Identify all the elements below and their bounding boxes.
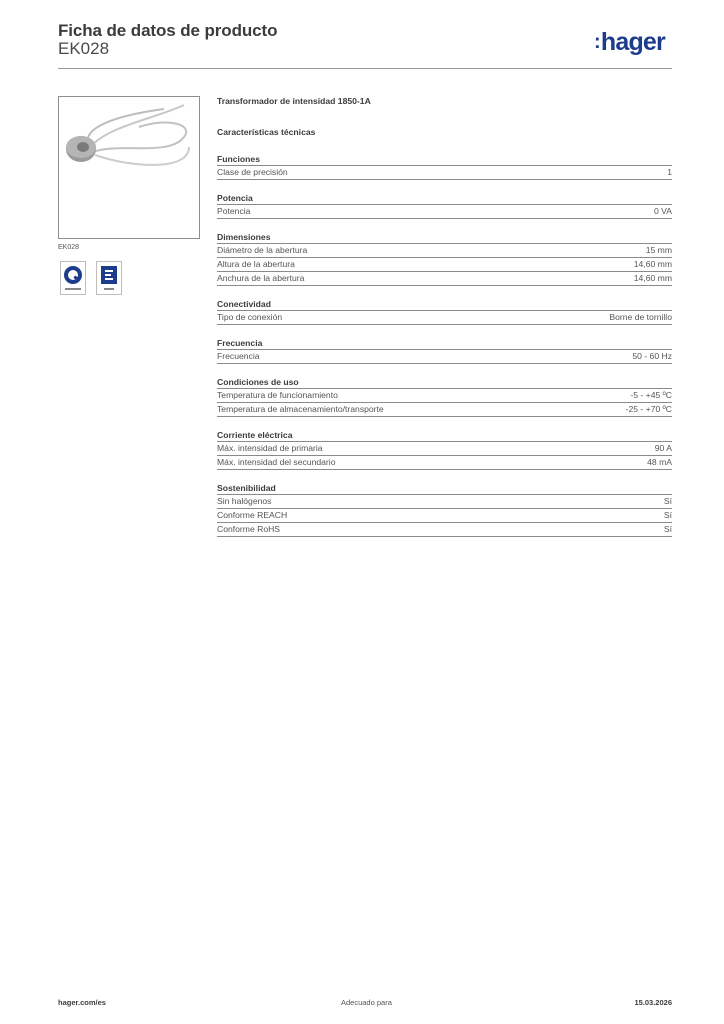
spec-label: Clase de precisión <box>217 167 288 177</box>
spec-value: -5 - +45 ºC <box>630 390 672 400</box>
spec-row <box>217 509 672 523</box>
spec-row <box>217 258 672 272</box>
quality-badge <box>60 261 86 295</box>
footer-date: 15.03.2026 <box>634 998 672 1007</box>
spec-section <box>217 299 672 325</box>
page-title: Ficha de datos de producto <box>58 21 278 40</box>
section-title: Dimensiones <box>217 232 672 244</box>
spec-value: 0 VA <box>654 206 672 216</box>
product-title: Transformador de intensidad 1850-1A <box>217 96 371 106</box>
spec-section <box>217 193 672 219</box>
hager-logo[interactable] <box>594 28 665 58</box>
logo-colon-mark: : <box>594 31 600 53</box>
spec-value: 90 A <box>654 443 672 453</box>
spec-section <box>217 483 672 537</box>
spec-value: 15 mm <box>645 245 672 255</box>
spec-label: Sin halógenos <box>217 496 272 506</box>
spec-value: 1 <box>667 167 672 177</box>
spec-value: Sí <box>663 496 672 506</box>
spec-section <box>217 338 672 364</box>
spec-row <box>217 311 672 325</box>
quality-q-icon <box>61 262 85 294</box>
spec-value: Borne de tornillo <box>609 312 672 322</box>
spec-label: Altura de la abertura <box>217 259 295 269</box>
spec-row <box>217 495 672 509</box>
spec-row <box>217 272 672 286</box>
section-title: Condiciones de uso <box>217 377 672 389</box>
spec-row <box>217 389 672 403</box>
spec-section <box>217 232 672 286</box>
section-title: Funciones <box>217 154 672 166</box>
section-title: Frecuencia <box>217 338 672 350</box>
spec-row <box>217 350 672 364</box>
header-divider <box>58 68 672 69</box>
spec-value: -25 - +70 ºC <box>625 404 672 414</box>
spec-label: Conforme REACH <box>217 510 288 520</box>
spec-row <box>217 442 672 456</box>
spec-value: Sí <box>663 510 672 520</box>
product-code: EK028 <box>58 39 110 58</box>
eco-e-icon <box>97 262 121 294</box>
spec-value: 14,60 mm <box>633 273 672 283</box>
spec-label: Frecuencia <box>217 351 260 361</box>
spec-sections <box>217 154 672 537</box>
image-caption: EK028 <box>58 244 80 251</box>
eco-badge <box>96 261 122 295</box>
spec-label: Conforme RoHS <box>217 524 281 534</box>
main-content <box>217 96 672 550</box>
spec-section <box>217 154 672 180</box>
spec-row <box>217 523 672 537</box>
spec-label: Máx. intensidad del secundario <box>217 457 336 467</box>
section-title: Sostenibilidad <box>217 483 672 495</box>
spec-row <box>217 403 672 417</box>
spec-value: Sí <box>663 524 672 534</box>
footer-center-text: Adecuado para <box>341 998 392 1007</box>
spec-label: Tipo de conexión <box>217 312 283 322</box>
spec-row <box>217 244 672 258</box>
spec-value: 48 mA <box>647 457 672 467</box>
spec-section <box>217 430 672 470</box>
footer-website-link[interactable]: hager.com/es <box>58 998 106 1007</box>
spec-label: Temperatura de funcionamiento <box>217 390 338 400</box>
spec-section <box>217 377 672 417</box>
product-image <box>58 96 200 239</box>
spec-value: 14,60 mm <box>633 259 672 269</box>
spec-row <box>217 205 672 219</box>
spec-row <box>217 166 672 180</box>
spec-label: Anchura de la abertura <box>217 273 305 283</box>
spec-label: Máx. intensidad de primaria <box>217 443 323 453</box>
characteristics-heading: Características técnicas <box>217 127 316 137</box>
spec-label: Potencia <box>217 206 251 216</box>
spec-label: Temperatura de almacenamiento/transporte <box>217 404 384 414</box>
logo-text: hager <box>600 28 665 56</box>
section-title: Conectividad <box>217 299 672 311</box>
spec-value: 50 - 60 Hz <box>632 351 672 361</box>
section-title: Corriente eléctrica <box>217 430 672 442</box>
spec-label: Diámetro de la abertura <box>217 245 308 255</box>
current-transformer-illustration <box>59 97 199 238</box>
spec-row <box>217 456 672 470</box>
section-title: Potencia <box>217 193 672 205</box>
